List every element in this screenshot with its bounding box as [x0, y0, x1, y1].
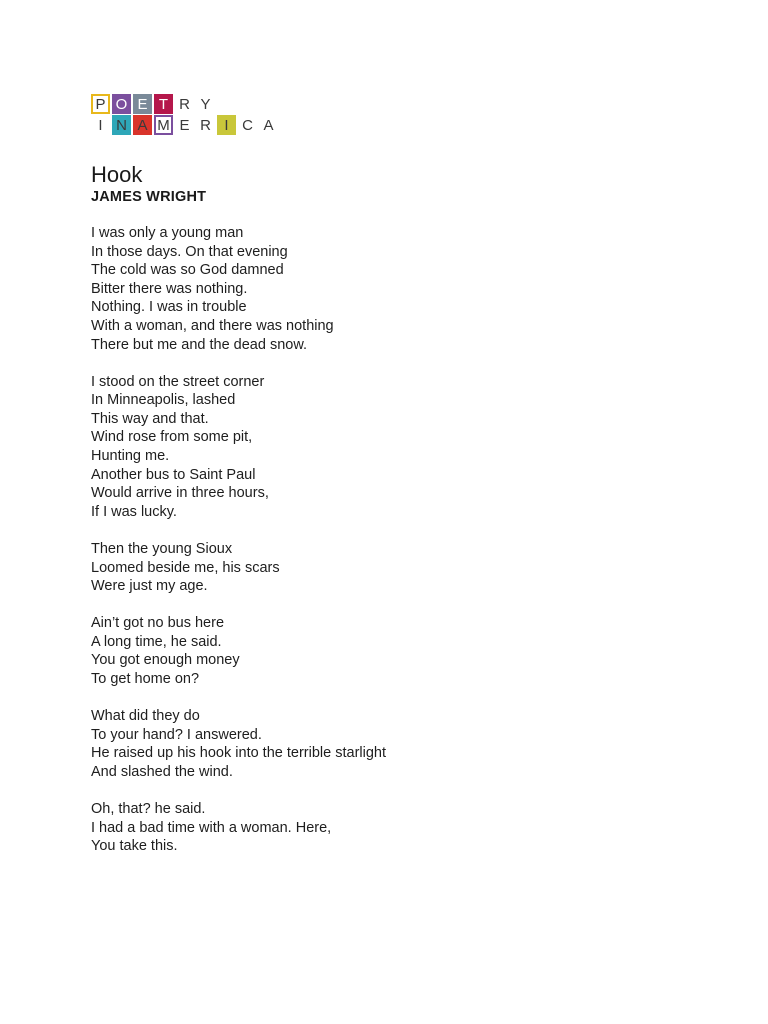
poem-line: I was only a young man	[91, 225, 244, 241]
poem-line: In Minneapolis, lashed	[91, 392, 236, 409]
logo-letter-row1-3: E	[133, 94, 152, 114]
logo-letter-row1-2: O	[112, 94, 131, 114]
logo-row-bottom	[91, 115, 291, 135]
logo-letter-row2-2: N	[112, 115, 131, 135]
poem-line: Hunting me.	[91, 448, 170, 465]
logo-letter-row1-4: T	[154, 94, 173, 114]
poem-line: You got enough money	[91, 652, 240, 669]
poem-line: Another bus to Saint Paul	[91, 466, 256, 483]
poetry-in-america-logo	[91, 94, 291, 136]
poem-line: I stood on the street corner	[91, 373, 265, 390]
logo-letter-row2-1: I	[98, 116, 103, 134]
poem-line: With a woman, and there was nothing	[91, 317, 334, 334]
poem-line: The cold was so God damned	[91, 262, 284, 279]
stanza	[91, 224, 691, 354]
poem-line: To get home on?	[91, 670, 200, 687]
poem-line: Were just my age.	[91, 578, 208, 595]
poem-line: Loomed beside me, his scars	[91, 559, 280, 576]
logo-letter-row2-5: E	[179, 116, 190, 134]
logo-letter-row1-6: Y	[200, 95, 211, 113]
logo-letter-row2-9: A	[263, 116, 274, 134]
poem-line: This way and that.	[91, 410, 209, 427]
poem-line: And slashed the wind.	[91, 763, 233, 780]
logo-letter-row1-5: R	[179, 95, 190, 113]
stanza	[91, 707, 691, 781]
logo-row-top	[91, 94, 291, 114]
poem-line: You take this.	[91, 838, 178, 855]
poem-line: Wind rose from some pit,	[91, 429, 253, 446]
stanza	[91, 800, 691, 856]
logo-letter-row2-6: R	[200, 116, 211, 134]
stanza	[91, 540, 691, 596]
poem-line: I had a bad time with a woman. Here,	[91, 819, 332, 836]
poem-line: What did they do	[91, 708, 200, 725]
poem-author: JAMES WRIGHT	[91, 189, 207, 205]
logo-letter-row2-4: M	[154, 115, 173, 135]
poem-line: Ain’t got no bus here	[91, 615, 225, 632]
poem-line: Oh, that? he said.	[91, 800, 206, 817]
poem-line: He raised up his hook into the terrible starlight	[91, 745, 386, 762]
poem-line: Bitter there was nothing.	[91, 280, 248, 297]
logo-letter-row2-8: C	[242, 116, 253, 134]
poem-line: Then the young Sioux	[91, 540, 233, 557]
poem-line: To your hand? I answered.	[91, 726, 262, 743]
stanza	[91, 614, 691, 688]
poem-title: Hook	[91, 162, 143, 187]
poem-line: Would arrive in three hours,	[91, 485, 269, 502]
poem-line: Nothing. I was in trouble	[91, 299, 247, 316]
logo-letter-row2-7: I	[217, 115, 236, 135]
stanza	[91, 373, 691, 522]
poem-line: A long time, he said.	[91, 633, 222, 650]
poem-line: If I was lucky.	[91, 503, 177, 520]
logo-letter-row1-1: P	[91, 94, 110, 114]
logo-letter-row2-3: A	[133, 115, 152, 135]
poem-body	[91, 224, 691, 874]
poem-line: In those days. On that evening	[91, 243, 288, 260]
poem-line: There but me and the dead snow.	[91, 336, 308, 353]
